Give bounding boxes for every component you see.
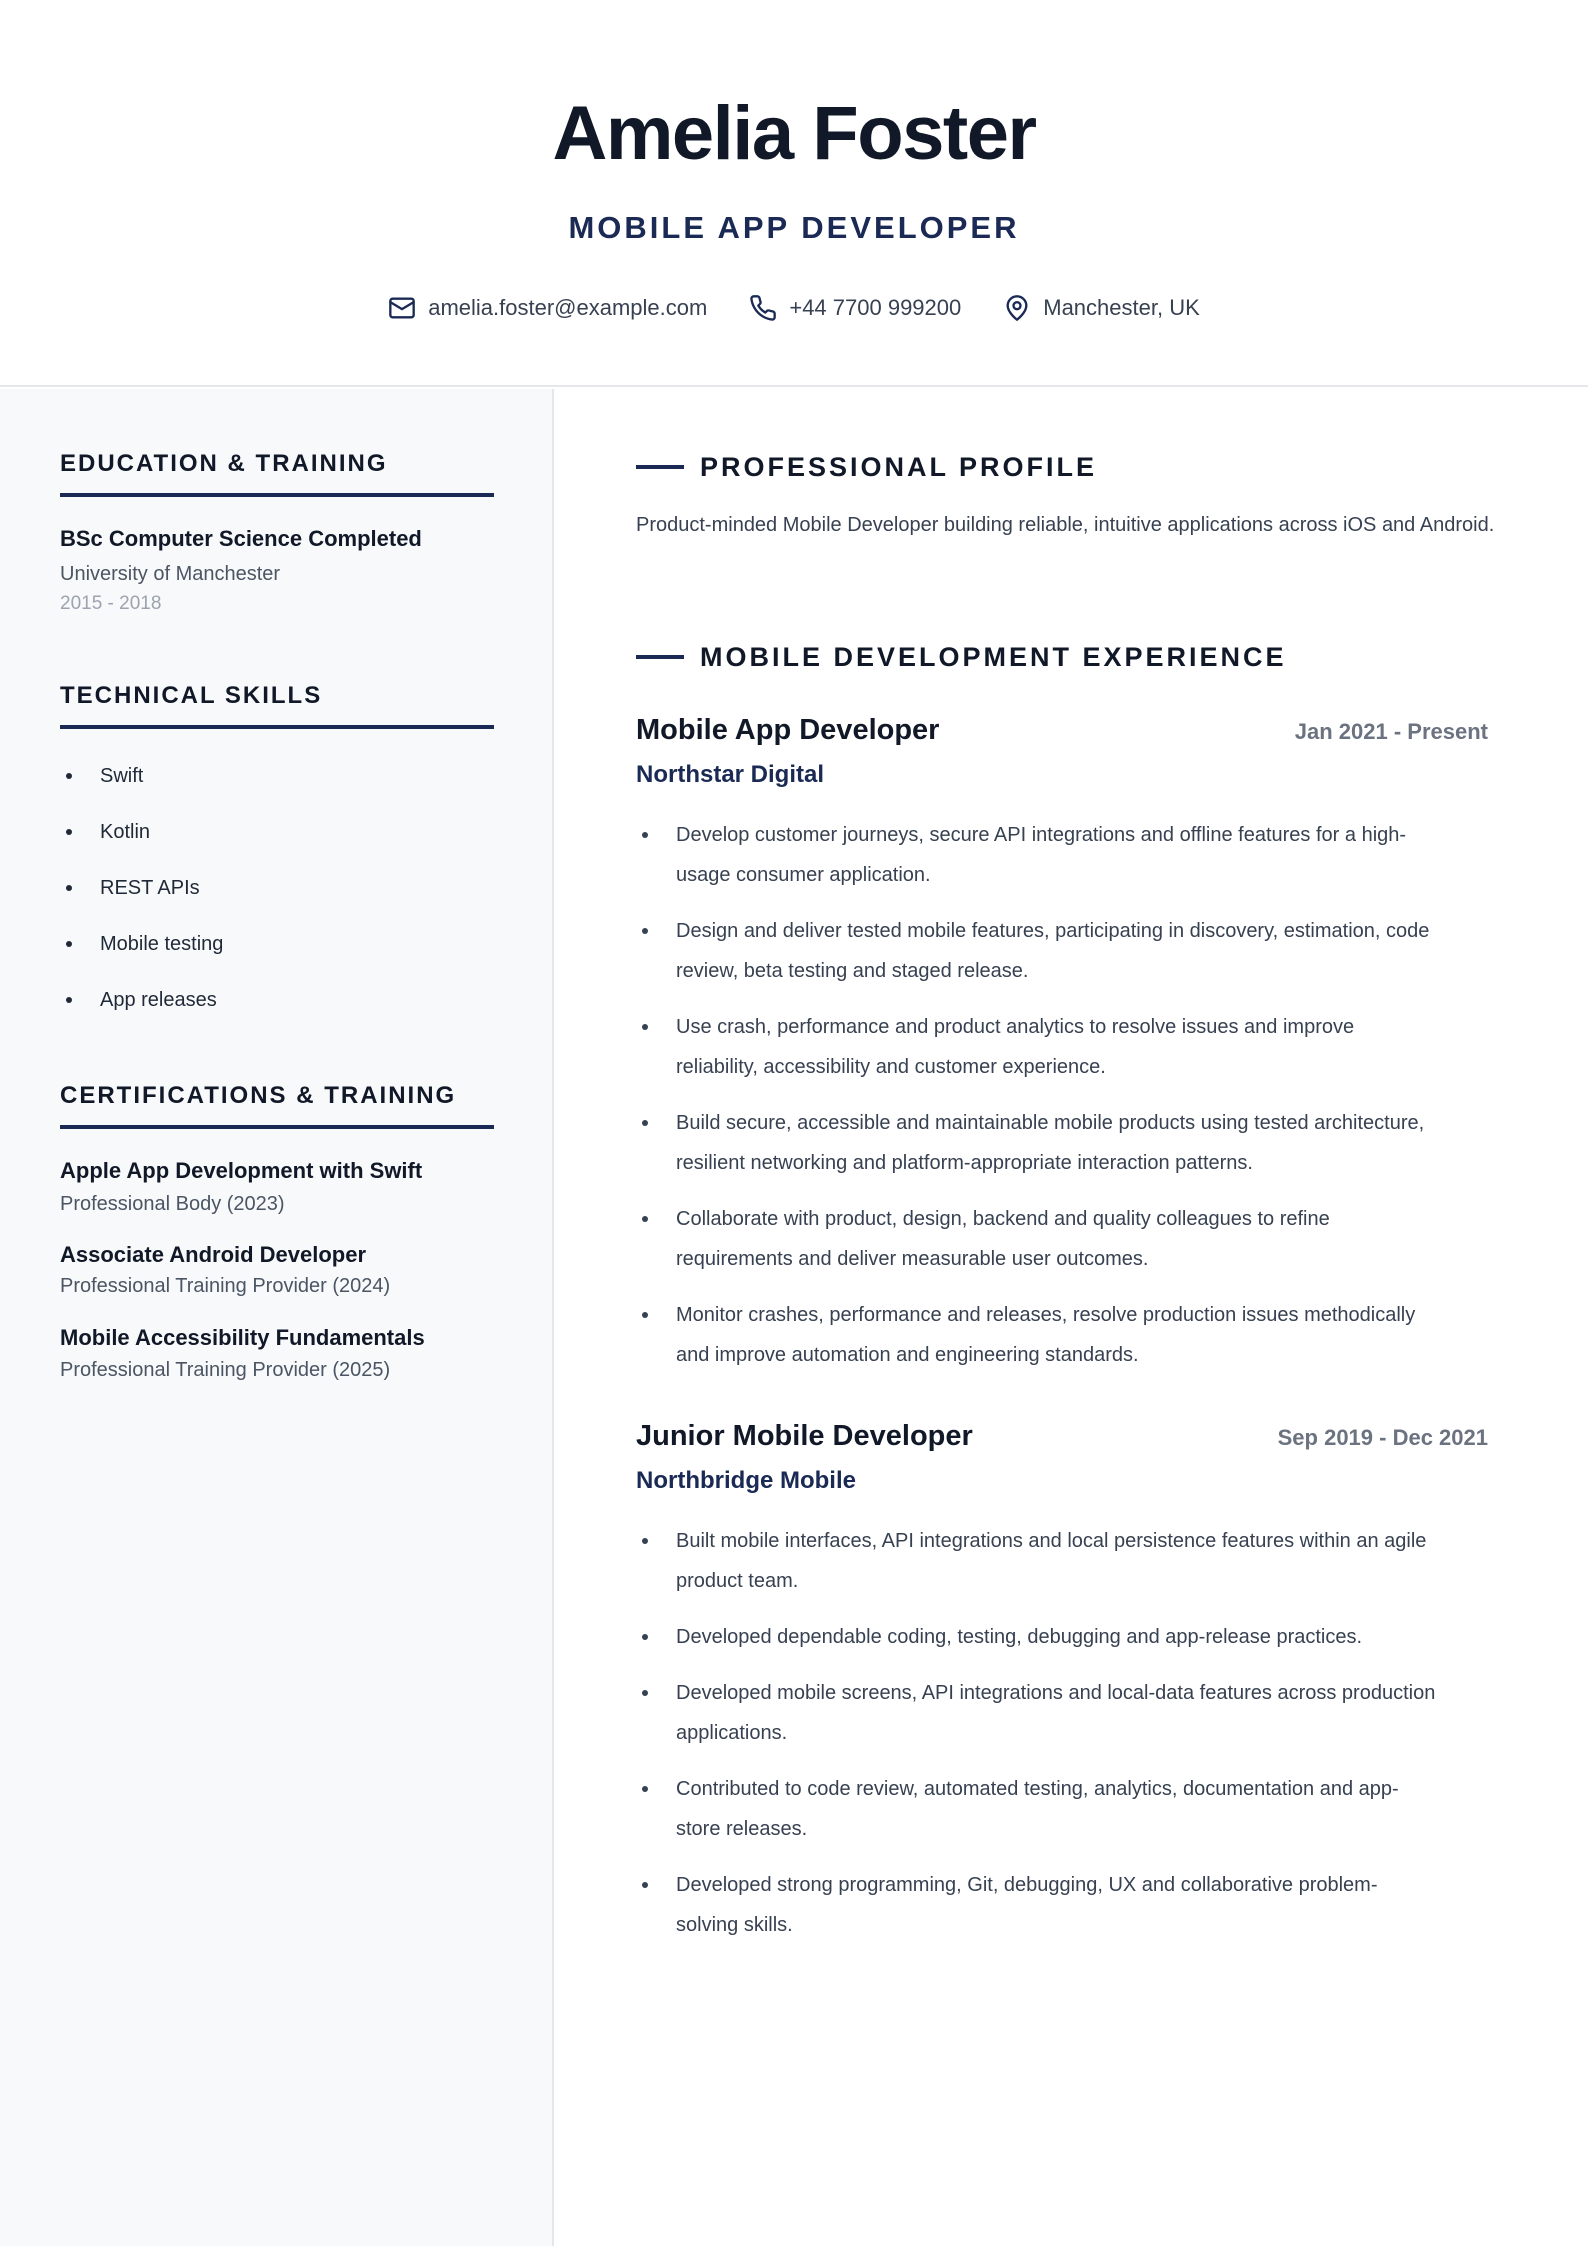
- job-bullet: Build secure, accessible and maintainable mobile products using tested architecture, resilient networking and platform-appropriate interaction patterns.: [636, 1103, 1496, 1183]
- contact-location: [1003, 290, 1200, 326]
- skill-item: App releases: [60, 987, 217, 1013]
- cert-title: Associate Android Developer: [60, 1242, 367, 1267]
- education-degree: BSc Computer Science Completed: [60, 526, 422, 551]
- job-bullet: Built mobile interfaces, API integrations and local persistence features within an agile product team.: [636, 1521, 1496, 1601]
- cert-title: Apple App Development with Swift: [60, 1158, 423, 1183]
- skill-item: Swift: [60, 763, 143, 789]
- skill-item: REST APIs: [60, 875, 200, 901]
- candidate-role: MOBILE APP DEVELOPER: [568, 210, 1020, 245]
- email-text: amelia.foster@example.com: [428, 295, 708, 320]
- job-bullet: Contributed to code review, automated testing, analytics, documentation and app- store releases.: [636, 1769, 1496, 1849]
- skills-heading: TECHNICAL SKILLS: [60, 681, 494, 729]
- profile-text: Product-minded Mobile Developer building reliable, intuitive applications across iOS and Android.: [636, 514, 1495, 536]
- cert-issuer: Professional Training Provider (2025): [60, 1359, 391, 1381]
- job-company: Northstar Digital: [636, 761, 825, 788]
- job-company: Northbridge Mobile: [636, 1467, 856, 1494]
- contact-row: [0, 290, 1588, 326]
- job-bullet: Develop customer journeys, secure API integrations and offline features for a high- usage consumer application.: [636, 815, 1496, 895]
- cert-issuer: Professional Body (2023): [60, 1193, 285, 1215]
- heading-bar: [636, 655, 684, 659]
- education-heading: EDUCATION & TRAINING: [60, 449, 494, 497]
- job-bullet: Collaborate with product, design, backend and quality colleagues to refine requirements and deliver measurable user outcomes.: [636, 1199, 1496, 1279]
- job-bullet: Developed strong programming, Git, debugging, UX and collaborative problem- solving skills.: [636, 1865, 1496, 1945]
- cert-issuer: Professional Training Provider (2024): [60, 1275, 391, 1297]
- education-school: University of Manchester: [60, 563, 281, 585]
- job-title: Mobile App Developer: [636, 714, 940, 746]
- job-dates: Jan 2021 - Present: [1294, 719, 1488, 744]
- job-dates: Sep 2019 - Dec 2021: [1277, 1425, 1488, 1450]
- profile-heading: PROFESSIONAL PROFILE: [636, 450, 1097, 484]
- mail-icon: [388, 294, 416, 322]
- phone-text: +44 7700 999200: [789, 295, 962, 320]
- job-bullet: Use crash, performance and product analytics to resolve issues and improve reliability, accessibility and customer experience.: [636, 1007, 1496, 1087]
- job-bullet: Developed mobile screens, API integrations and local-data features across production applications.: [636, 1673, 1496, 1753]
- skill-item: Mobile testing: [60, 931, 223, 957]
- job-bullet: Monitor crashes, performance and releases, resolve production issues methodically and improve automation and engineering standards.: [636, 1295, 1496, 1375]
- candidate-name: Amelia Foster: [552, 91, 1036, 176]
- contact-email[interactable]: [388, 290, 707, 326]
- phone-icon: [749, 294, 777, 322]
- contact-phone[interactable]: [749, 290, 961, 326]
- job-title: Junior Mobile Developer: [636, 1420, 973, 1452]
- location-pin-icon: [1003, 294, 1031, 322]
- certifications-heading: CERTIFICATIONS & TRAINING: [60, 1081, 494, 1129]
- job-bullet: Design and deliver tested mobile features, participating in discovery, estimation, code review, beta testing and staged release.: [636, 911, 1496, 991]
- sidebar: [0, 389, 554, 2246]
- job-bullet: Developed dependable coding, testing, debugging and app-release practices.: [636, 1617, 1496, 1657]
- skill-item: Kotlin: [60, 819, 150, 845]
- education-years: 2015 - 2018: [60, 593, 162, 614]
- resume-header: [0, 0, 1588, 387]
- location-text: Manchester, UK: [1043, 295, 1200, 320]
- experience-heading: MOBILE DEVELOPMENT EXPERIENCE: [636, 640, 1287, 674]
- cert-title: Mobile Accessibility Fundamentals: [60, 1325, 425, 1350]
- heading-bar: [636, 465, 684, 469]
